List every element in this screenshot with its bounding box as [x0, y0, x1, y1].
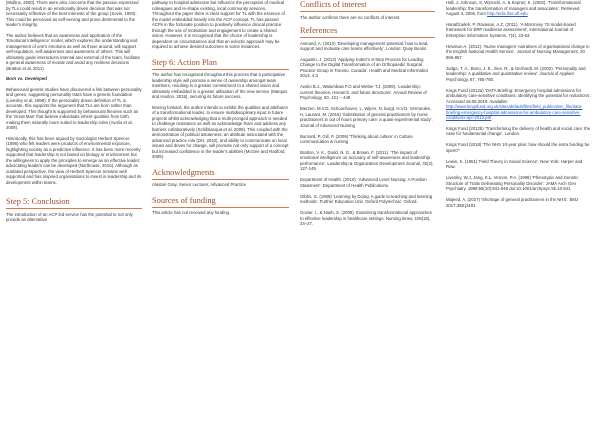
section-heading-conclusion: Step 5: Conclusion — [6, 197, 70, 206]
heading-rule — [300, 11, 435, 12]
reference-item: Gibbs, G. (1988) 'Learning by Doing: A guide to teaching and learning methods'. Further Education Unit. Oxford Polytechnic: Oxford. — [300, 193, 433, 205]
body-paragraph: The author has recognised throughout this process that a participative leadership style will promote a sense of ownership amongst team members, resulting in a greater commitment to a shared vision and ultimately embedded in a greater utilisation of the new service (Marquis and Huston, 2015), securing its future success. — [152, 72, 288, 99]
subheading-born-vs-developed: Born vs. Developed — [6, 76, 47, 81]
reference-item: Kings Fund (2018) 'The NHS 10-year plan: how should the extra funding be spent?' — [446, 142, 590, 153]
column-2 — [152, 0, 289, 216]
section-heading-sources-of-funding: Sources of funding — [152, 195, 216, 205]
body-paragraph: The introduction of an ACP led service has the potential to not only provide an alternative — [6, 211, 133, 222]
reference-item: Bratton, V. K., Dodd, N. G., & Brown, F. (2011). 'The impact of emotional intelligence on accuracy of self-awareness and leadership performance'. Leadership & Organization Development Journal, 32(2), 127-149. — [300, 149, 434, 172]
reference-link[interactable]: http://www.kingsfund.org.uk/sites/default/files/field_publication_file/data-briefing-emergency-hospital-admissions-for-ambulatory-care-sensitive-conditions-apr-2012.pdf — [446, 104, 583, 121]
reference-item — [446, 88, 592, 121]
heading-rule — [6, 208, 142, 209]
reference-text: Kings Fund (2012a) 'DATA Briefing: Emergency hospital admissions for ambulatory care-sensitive conditions: identifying the potential for reductions'. Accessed 18.05.2019. Available: — [446, 87, 592, 104]
reference-link[interactable]: http://edis.ifas.ufl.edu — [487, 11, 528, 16]
reference-item: Lewin, K. (1951) 'Field Theory in Social Science'. New York: Harper and Row. — [446, 158, 583, 170]
body-paragraph: Alastair Gray, Senior Lecturer, Advanced Practice — [152, 182, 247, 187]
reference-item: Kings Fund (2012b) 'Transforming the delivery of health and social care: the case for fundamental change'. London. — [446, 125, 591, 137]
heading-rule — [300, 37, 435, 38]
reference-item: Bierzen, M.V.D, Schoonhoven, L, Wijers, N, burgt, H.V.D, Vermeulen, H, Laurant, M. (2016) 'Substitution of general practitioners by nurse practitioners in out of hours primary care: a quasi-experimental study'. Journal of Advanced Nursing — [300, 106, 433, 128]
section-heading-references: References — [300, 26, 338, 35]
reference-text: Hall, J, Johnson, S, Wysocki, A. & Kepner, K. (2002). 'Transformational leadership: the transformation of managers and associates'. Retrieved August 3, 2006, from — [446, 0, 581, 16]
column-1 — [6, 0, 142, 223]
body-paragraph: (Mullins, 2000). There were also concerns that the passion expressed by TLs could result in an emotionally driven decision that was not necessarily reflective of the best interests of the group (Sovie, 1993). This could be perceived as self-serving and prove detrimental to the leader's integrity. — [6, 0, 139, 27]
heading-rule — [152, 207, 289, 208]
heading-rule — [152, 69, 289, 70]
reference-item: Majeed, A. (2017) 'Shortage of general practitioners in the NHS'. BMJ 2017;358:j3191 — [446, 197, 579, 208]
reference-item: Department of Health. (2010). 'Advanced Level Nursing: A Position Statement'. Department of Health Publications. — [300, 177, 427, 188]
body-paragraph: The author confirms there are no conflicts of interest. — [300, 14, 401, 20]
section-heading-action-plan: Step 6: Action Plan — [152, 57, 217, 67]
reference-item: Asmund, A. (2010) 'Developing management potential: how to lead, support and motivate care teams effectively', London: Quay Books. — [300, 40, 429, 51]
reference-item: Hanafizadeh, P, Ravasan, A.Z, (2011). 'A McKinsey 7S model-based framework for ERP readiness assessment', International Journal of Enterprise Information Systems, 7(4), 23-63. — [446, 21, 576, 38]
reference-item: Judge, T. A., Bono, J. E., Ilies, R., & Gerhardt, M. (2002). 'Personality and leadership: A qualitative and quantitative review'. Journal of Applied Psychology, 87, 765-780. — [446, 65, 586, 82]
reference-item: Govier, I., & Nash, S. (2009). Examining transformational approaches to effective leadership in healthcare settings. Nursing times, 105(18), 24–27. — [300, 210, 432, 227]
reference-item — [446, 0, 592, 17]
reference-item: Hewison A. (2012). 'Nurse managers' narratives of organisational change in the English National Health Service'. Journal of Nursing Management, 20 856-867 — [446, 43, 590, 60]
body-paragraph: This article has not received any funding. — [152, 210, 231, 215]
column-3 — [300, 0, 435, 232]
body-paragraph: Moving forward, the author intends to exhibit the qualities and attributes of a transformational leader, to ensure multidisciplinary input in future projects whilst acknowledging that a multi-pronged approach is needed to challenge resistance as well as acknowledge fears and address any barriers collaboratively (Schifalacqua et al, 2009). This coupled with the demonstration of political astuteness; an attribute associated with the advanced practice role (DH, 2010), and ability to communicate on local issues and drives for change, will promote not only support of a concept but increased confidence in the leader's abilities (McGee and Radford, 2009). — [152, 104, 289, 159]
body-paragraph: pathway to hospital admission but influence the perception of medical colleagues and re-shape existing, local community services. Throughout the paper there is clear support for TL with the essence of the model embedded heavily into the ACP concept. TL has passed ACPs in the fortunate position to positively influence clinical practice through the use of motivation and engagement to create a shared vision. However, it is recognised that the choice of leadership is dependent on circumstances and that an eclectic approach may be required to achieve desired outcomes in some instances. — [152, 0, 285, 49]
reference-item: Burnard, P, Gill, P. (2009) 'Thinking about culture' in Culture communication & nursing — [300, 133, 413, 145]
body-paragraph: The author believes that an awareness and application of the 'Emotional Intelligence' model, which explores the understanding and management of one's emotions as well as those around, will support self-regulation, self-awareness and awareness of others. This will ultimately guide interactions internal and external of the team, facilitate a general awareness of morale and avoid any reckless decisions (Bratton et al, 2011). — [6, 32, 140, 71]
column-4 — [446, 0, 592, 213]
body-paragraph: Behavioural genetic studies have discovered a link between personality and genes, suggesting personality traits have a genetic foundation (Livesley et al, 1998). If the personality driven definition of TL is accurate, this supports the argument that TLs are born rather than developed. This thought is supported by behavioural theories such as the 'Great Man' that believe individuals inherit qualities from birth, making them naturally more suited to leadership roles (Avolio et al, 2009). — [6, 86, 142, 130]
section-heading-conflicts-of-interest: Conflicts of interest — [300, 0, 367, 9]
reference-item: Avolio B.J., Walumbwa F.O and Weber T.J. (2009). 'Leadership: current theories, research, and future directions'. Annual Review of Psychology, 60, 421 – 449 — [300, 84, 427, 101]
body-paragraph: Historically, this has been argued by Sociologist Herbert Spencer (1896) who felt leaders were products of environmental exposure, highlighting society as a predictive influence. It has been more recently supported that leadership is not based on biology or environment but the willingness to apply the principles to emerge as an effective leader; advocating leaders can be developed (Northouse, 2016). Although an outdated perspective, the view of Herbert Spencer remains well supported and has inspired organisations to invest in leadership and its development within teams. — [6, 135, 142, 185]
reference-item: Augustin, J. (2013) 'Applying Kotter's 8-Step Process for Leading Change to the Digital Transformation of an Orthopaedic Surgical Practice Group in Toronto, Canada'. Health and Medical Informatics 2013, 4:3 — [300, 56, 429, 79]
heading-rule — [152, 179, 289, 180]
reference-item: Livesley, W.J, Jang, K.L, Vernon, P.A. (1998) 'Phenotypic and Genetic Structure of Traits Delineating Personality Disorder'. JAMA Arch Gen Psychiatry. 1998;55(10):941-948 doi:10.1001/archpsyc.55.10.941 — [446, 175, 579, 192]
section-heading-acknowledgments: Acknowledgments — [152, 167, 215, 177]
